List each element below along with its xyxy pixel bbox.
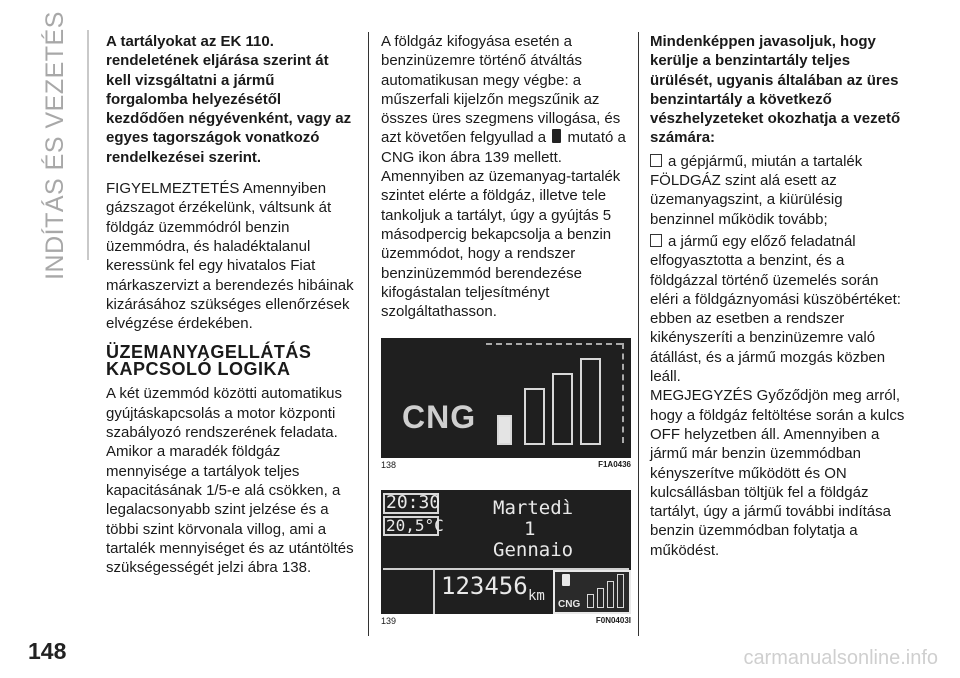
gauge-segment: [617, 574, 624, 608]
advice-paragraph: Mindenképpen javasoljuk, hogy kerülje a benzintartály teljes ürülését, ugyanis általában az üres benzintartály a következő vészhelyzeteket okozhatja a vezető számára:: [650, 33, 901, 147]
bullet-icon: [650, 234, 662, 247]
inspection-paragraph: A tartályokat az EK 110. rendeletének eljárása szerint át kell vizsgáltatni a jármű forgalomba helyezésétől kezdődően négyévenként, vagy az egyes tagországok vonatkozó rendelkezései szerint.: [106, 33, 352, 166]
gauge-segment-filled: [497, 415, 512, 445]
column-divider: [638, 32, 639, 636]
page-number: 148: [28, 638, 67, 664]
day-number: 1: [524, 518, 536, 541]
bullet-item-1: [650, 152, 910, 229]
warning-paragraph: FIGYELMEZTETÉS Amennyiben gázszagot érzékelünk, váltsunk át földgáz üzemmódról benzin üzemmódra, és haladéktalanul keressünk fel egy hivatalos Fiat márkaszervizt a berendezés hibáinak kizárásához szükséges ellenőrzések elvégzése érdekében.: [106, 180, 354, 333]
column-2: [381, 32, 631, 627]
figure-138-cng-gauge: [381, 338, 631, 458]
bullet-text-1: a gépjármű, miután a tartalék FÖLDGÁZ szint alá esett az üzemanyagszint, a kiürülésig benzinnel működik tovább;: [650, 152, 863, 228]
outside-temperature: 20,5°C: [386, 516, 444, 536]
section-title: INDÍTÁS ÉS VEZETÉS: [40, 10, 69, 280]
display-divider: [433, 570, 435, 614]
odometer-value: 123456: [441, 572, 528, 601]
gauge-segment: [597, 588, 604, 608]
figure-139-dashboard-display: [381, 490, 631, 614]
bullet-icon: [650, 154, 662, 167]
side-rule: [87, 30, 89, 260]
fuel-pump-icon: [562, 574, 570, 586]
fuel-out-paragraph: [381, 32, 631, 167]
reserve-paragraph: Amennyiben az üzemanyag-tartalék szintet elérte a földgáz, illetve tele tankoljuk a tartályt, úgy a gyújtás 5 másodpercig bekapcsolja a benzin üzemmódot, hogy a rendszer benzinüzemmód berendezése kifogástalan teljesítményt szolgáltathasson.: [381, 168, 621, 321]
gauge-segment: [552, 373, 573, 445]
gauge-segment: [607, 581, 614, 608]
section-title-vertical: [30, 10, 80, 280]
day-name: Martedì: [493, 497, 574, 520]
fuel-pump-icon: [552, 129, 561, 143]
month-name: Gennaio: [493, 539, 574, 562]
fuel-out-text-1: A földgáz kifogyása esetén a benzinüzemre történő átváltás automatikusan megy végbe: a műszerfali kijelzőn megszűnik az összes üres szegmens villogása, és azt követően felgyullad a: [381, 33, 621, 147]
watermark: carmanualsonline.info: [743, 647, 938, 669]
bullet-item-2: [650, 232, 910, 386]
column-3: [650, 32, 910, 560]
gauge-scale-top: [486, 343, 622, 345]
heading-line-1: ÜZEMANYAGELLÁTÁS: [106, 342, 312, 363]
gauge-segment: [524, 388, 545, 445]
note-paragraph: MEGJEGYZÉS Győződjön meg arról, hogy a földgáz feltöltése során a kulcs OFF helyzetben áll. Amennyiben a jármű már benzin üzemmódban kényszerítve működött és ON kulcsállásban töltjük fel a földgáz tartályt, úgy a jármű további indítása benzin üzemmódban folytatja a működést.: [650, 387, 905, 559]
figure-code: F1A0436: [598, 460, 631, 470]
figure-138-caption: [381, 459, 631, 471]
gauge-segment: [587, 594, 594, 608]
fuel-out-text-2: mutató a CNG ikon ábra 139 mellett.: [381, 129, 626, 166]
figure-number: 138: [381, 460, 397, 471]
figure-number: 139: [381, 616, 397, 627]
cng-label: CNG: [402, 399, 477, 436]
gauge-scale-right: [622, 343, 624, 443]
figure-code: F0N0403I: [595, 616, 631, 626]
odometer-unit: km: [528, 588, 545, 605]
section-heading: [106, 344, 356, 378]
clock-time: 20:30: [386, 492, 441, 514]
bullet-text-2: a jármű egy előző feladatnál elfogyasztotta a benzint, és a földgázzal történő üzemelés során eléri a földgáznyomási küszöbértéket: ebben az esetben a rendszer kikényszeríti a benzinüzemre való átállást, és a jármű mozgás közben leáll.: [650, 232, 901, 386]
switch-logic-paragraph: A két üzemmód közötti automatikus gyújtáskapcsolás a motor központi szabályozó rendszerének feladata. Amikor a maradék földgáz mennyisége a tartályok teljes kapacitásának 1/5-e alá csökken, a legalacsonyabb szint jelzése és a többi szint körvonala villog, ami a tartalék mennyiséget és az utántöltés szükségességét jelzi ábra 138.: [106, 385, 354, 577]
cng-panel-label: CNG: [558, 599, 581, 611]
gauge-segment: [580, 358, 601, 445]
column-1: [106, 32, 356, 577]
column-divider: [368, 32, 369, 636]
heading-line-2: KAPCSOLÓ LOGIKA: [106, 359, 291, 380]
figure-139-caption: [381, 615, 631, 627]
